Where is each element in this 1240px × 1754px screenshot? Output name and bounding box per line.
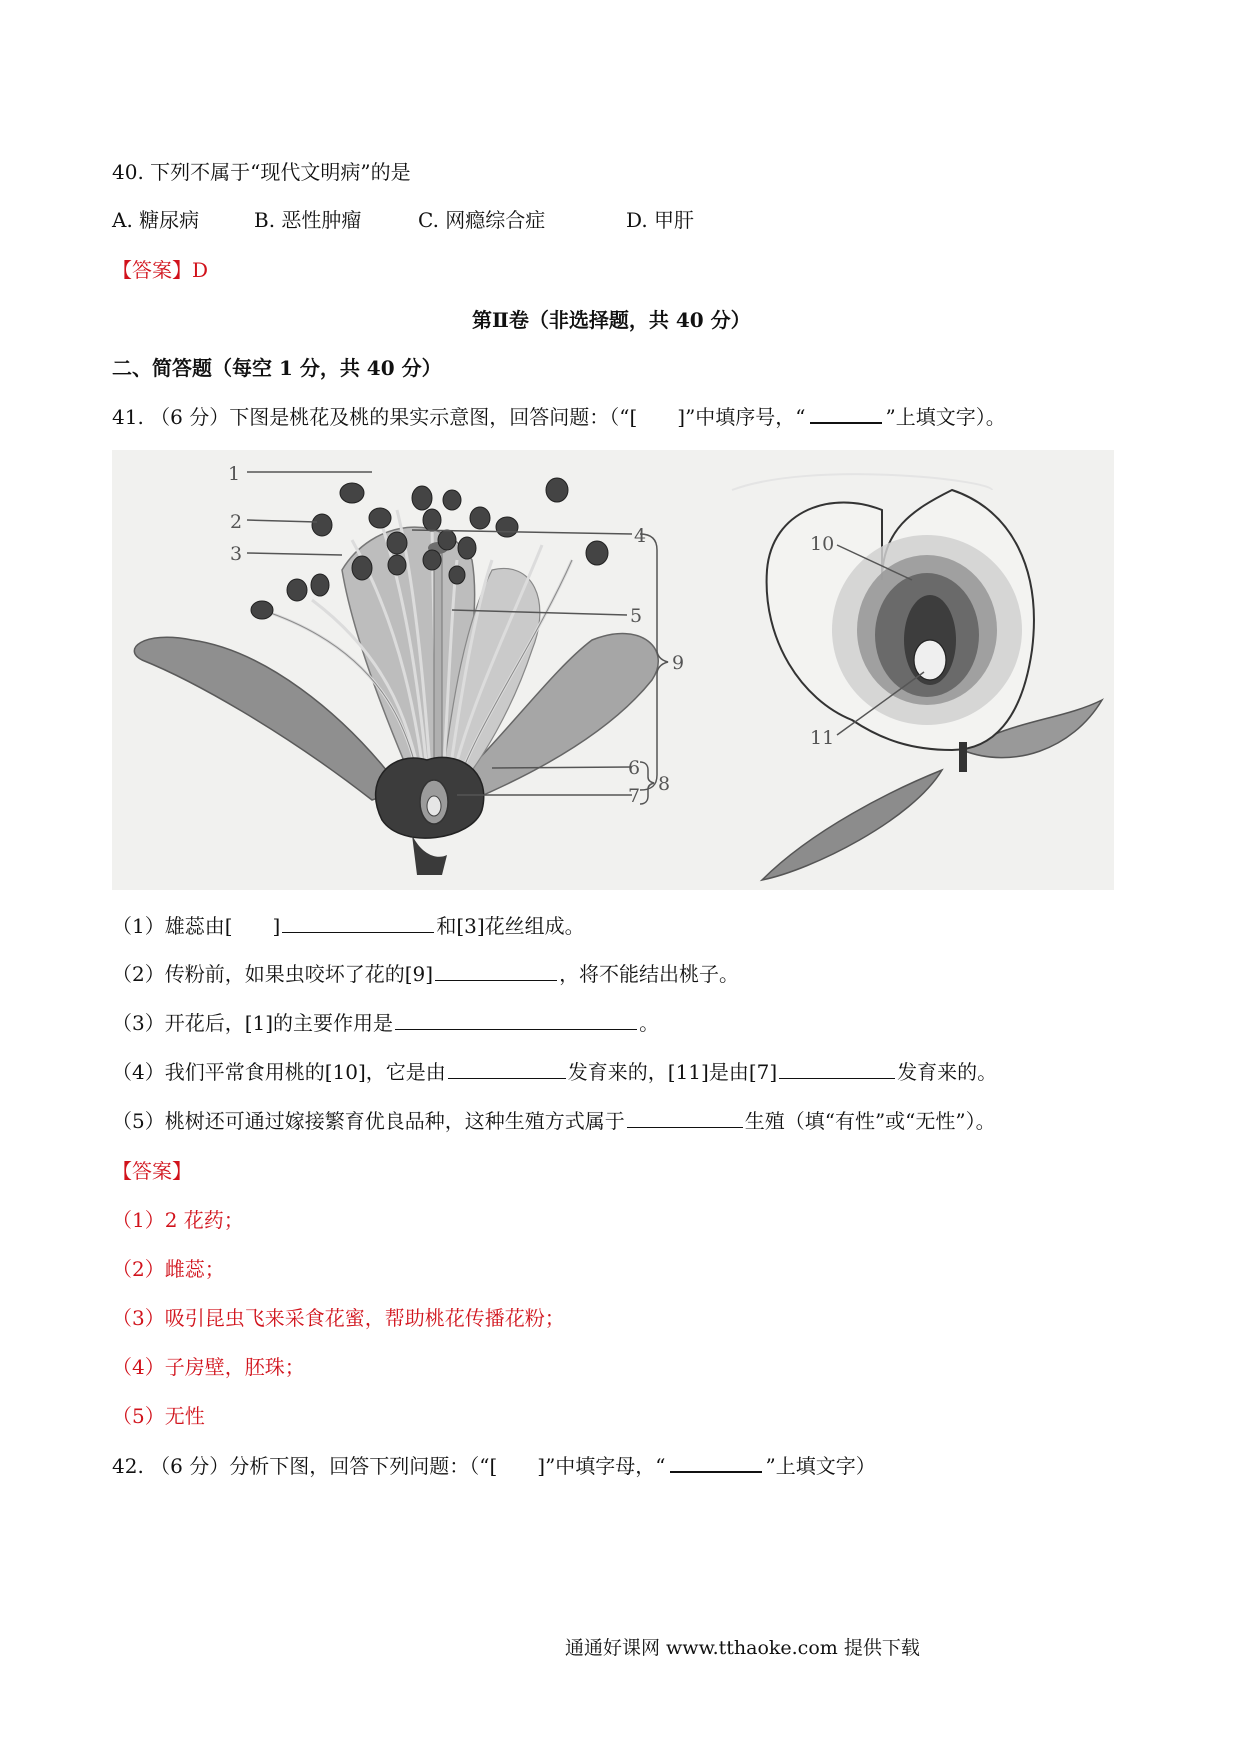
figure-label-9: 9: [672, 652, 685, 674]
q41-sub-1: [112, 912, 585, 940]
q42-stem-a: 42. （6 分）分析下图，回答下列问题：（“[ ]”中填字母，“: [112, 1454, 666, 1478]
q41-stem: [112, 402, 1006, 431]
q41-sub-5-b: 生殖（填“有性”或“无性”）。: [744, 1109, 996, 1133]
figure-label-2: 2: [230, 511, 243, 533]
section-subtitle: 二、简答题（每空 1 分，共 40 分）: [112, 356, 442, 380]
q41-sub-3-a: （3）开花后，[1]的主要作用是: [112, 1011, 394, 1035]
q41-sub-4-b: 发育来的，[11]是由[7]: [567, 1060, 778, 1084]
q41-answer-1: （1）2 花药；: [112, 1208, 244, 1232]
figure-label-6: 6: [628, 757, 641, 779]
q41-sub-5-a: （5）桃树还可通过嫁接繁育优良品种，这种生殖方式属于: [112, 1109, 625, 1133]
section-title: 第Ⅱ卷（非选择题，共 40 分）: [472, 308, 751, 332]
answer-blank: [282, 912, 434, 933]
answer-value: D: [192, 258, 209, 282]
figure-label-3: 3: [230, 543, 243, 565]
q41-sub-4-a: （4）我们平常食用桃的[10]，它是由: [112, 1060, 446, 1084]
q41-sub-3-b: 。: [639, 1011, 660, 1035]
q40-option-b: B. 恶性肿瘤: [254, 208, 362, 232]
figure-label-10: 10: [810, 533, 835, 555]
q41-sub-1-a: （1）雄蕊由[ ]: [112, 914, 281, 938]
figure-label-7: 7: [628, 785, 641, 807]
q42-stem-b: ”上填文字）: [765, 1454, 876, 1478]
q41-answer-4: （4）子房壁，胚珠；: [112, 1355, 305, 1379]
q41-sub-5: [112, 1107, 996, 1135]
q41-answer-3: （3）吸引昆虫飞来采食花蜜，帮助桃花传播花粉；: [112, 1306, 565, 1330]
q41-sub-2-a: （2）传粉前，如果虫咬坏了花的[9]: [112, 962, 434, 986]
answer-blank: [627, 1107, 743, 1128]
peach-flower-illustration: [134, 478, 658, 875]
answer-label: 【答案】: [112, 258, 192, 282]
peach-flower-fruit-figure: [112, 450, 1114, 890]
answer-blank: [779, 1058, 895, 1079]
q40-stem: 40. 下列不属于“现代文明病”的是: [112, 160, 411, 184]
q40-answer: [112, 256, 208, 284]
figure-label-4: 4: [634, 525, 647, 547]
q41-stem-a: 41. （6 分）下图是桃花及桃的果实示意图，回答问题：（“[ ]”中填序号，“: [112, 405, 806, 429]
q41-sub-2-b: ，将不能结出桃子。: [559, 962, 740, 986]
q42-stem: [112, 1451, 876, 1480]
answer-blank: [448, 1058, 566, 1079]
q41-stem-blank: [810, 402, 882, 424]
q40-option-d: D. 甲肝: [626, 208, 695, 232]
page-footer: 通通好课网 www.tthaoke.com 提供下载: [565, 1637, 920, 1659]
q41-sub-4-c: 发育来的。: [897, 1060, 998, 1084]
figure-label-11: 11: [810, 727, 835, 749]
figure-label-8: 8: [658, 773, 671, 795]
answer-blank: [435, 960, 557, 981]
figure-label-5: 5: [630, 605, 643, 627]
figure-label-1: 1: [228, 463, 241, 485]
q42-stem-blank: [670, 1451, 762, 1473]
q41-sub-1-b: 和[3]花丝组成。: [436, 914, 585, 938]
q41-sub-2: [112, 960, 739, 988]
q41-answer-5: （5）无性: [112, 1404, 205, 1428]
answer-blank: [395, 1009, 637, 1030]
q41-answer-2: （2）雌蕊；: [112, 1257, 225, 1281]
q40-option-a: A. 糖尿病: [112, 208, 200, 232]
q40-option-c: C. 网瘾综合症: [418, 208, 546, 232]
q41-answer-label: 【答案】: [112, 1159, 192, 1183]
q41-sub-4: [112, 1058, 997, 1086]
q41-stem-b: ”上填文字）。: [885, 405, 1006, 429]
q41-sub-3: [112, 1009, 659, 1037]
q40-options: [112, 206, 694, 234]
